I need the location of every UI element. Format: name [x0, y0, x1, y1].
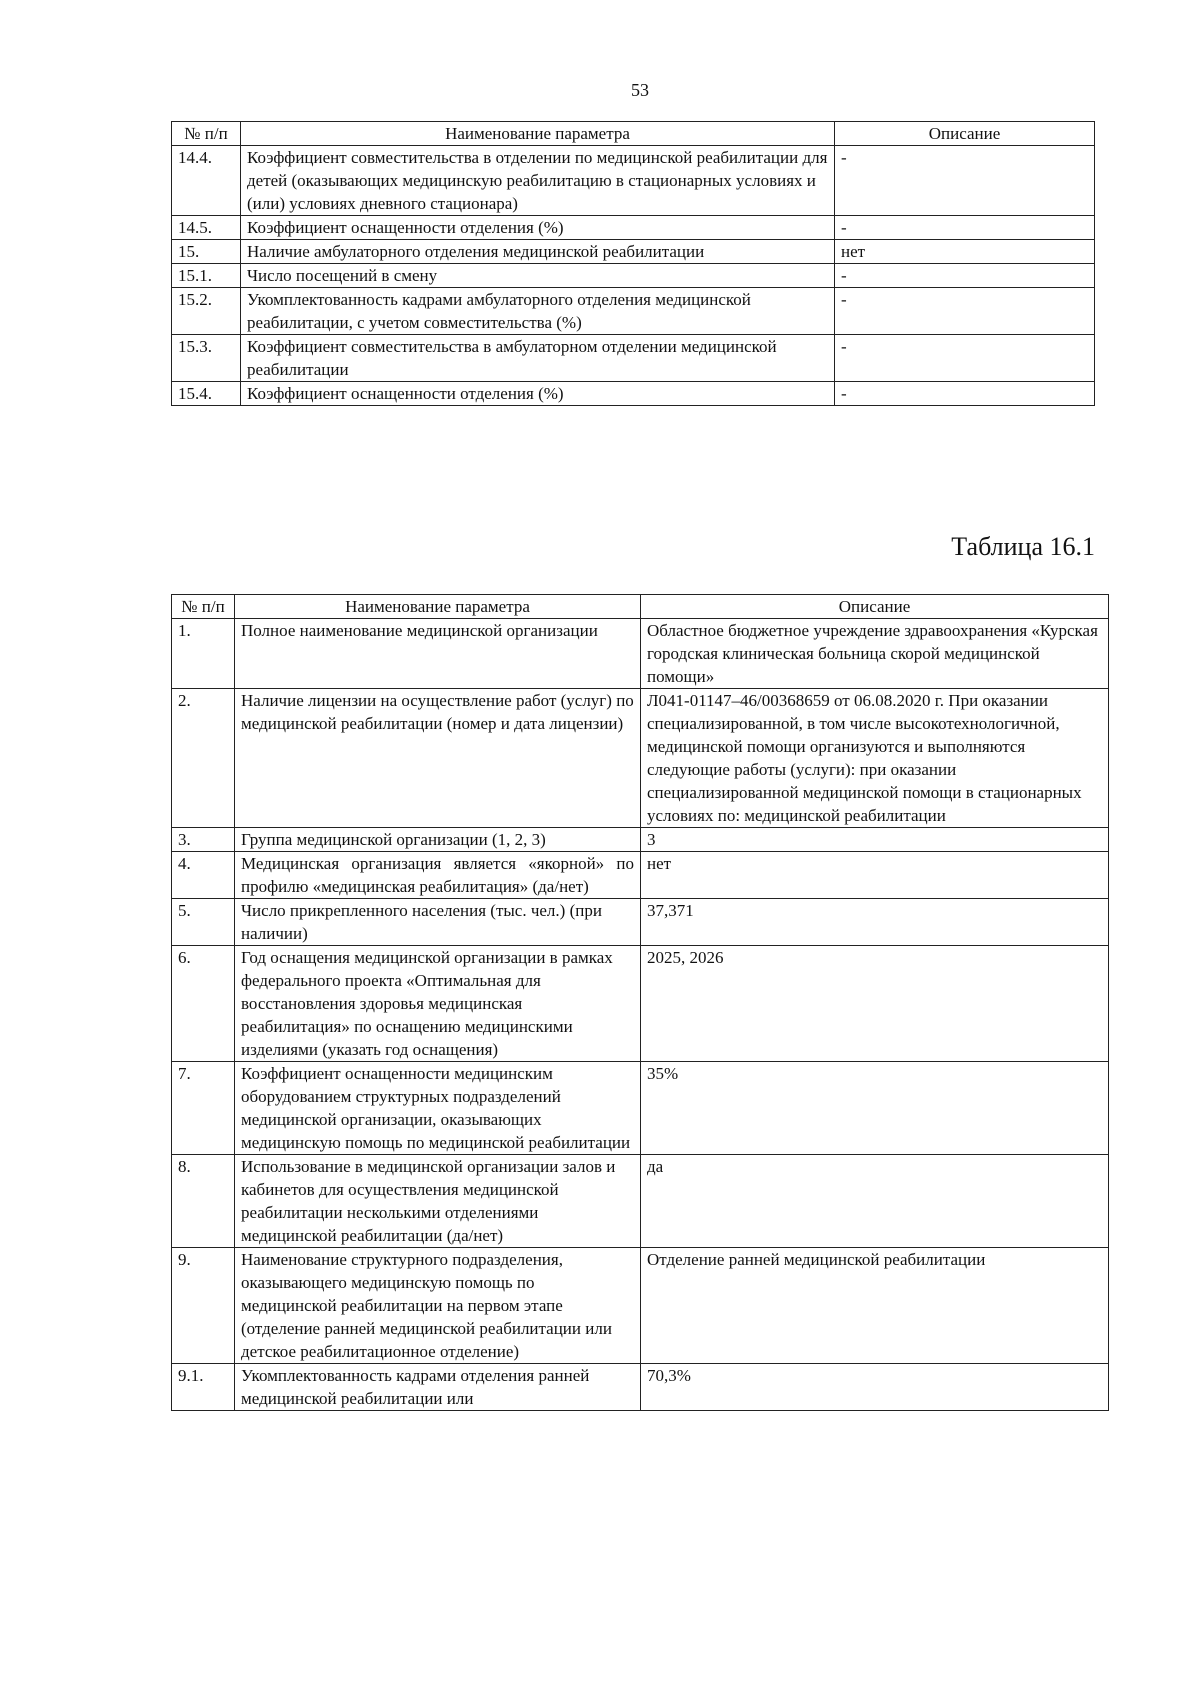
row-description: -: [835, 382, 1095, 406]
row-description: Областное бюджетное учреждение здравоохранения «Курская городская клиническая больница скорой медицинской помощи»: [641, 619, 1109, 689]
parameters-table-16-1: [171, 594, 1109, 1411]
row-parameter-name: Наличие лицензии на осуществление работ (услуг) по медицинской реабилитации (номер и дата лицензии): [235, 689, 641, 828]
table-row: [172, 335, 1095, 382]
row-description: -: [835, 146, 1095, 216]
row-description: да: [641, 1155, 1109, 1248]
row-description: -: [835, 288, 1095, 335]
table-body: [172, 146, 1095, 406]
header-parameter-name: Наименование параметра: [235, 595, 641, 619]
table-row: [172, 1364, 1109, 1411]
table-row: [172, 264, 1095, 288]
row-description: нет: [641, 852, 1109, 899]
row-parameter-name: Медицинская организация является «якорной» по профилю «медицинская реабилитация» (да/нет): [235, 852, 641, 899]
table-row: [172, 946, 1109, 1062]
row-description: нет: [835, 240, 1095, 264]
row-description: 3: [641, 828, 1109, 852]
row-number: 14.4.: [172, 146, 241, 216]
row-number: 15.: [172, 240, 241, 264]
table-row: [172, 828, 1109, 852]
parameters-table-continued: [171, 121, 1095, 406]
row-number: 1.: [172, 619, 235, 689]
row-parameter-name: Число посещений в смену: [241, 264, 835, 288]
row-description: 35%: [641, 1062, 1109, 1155]
table-row: [172, 619, 1109, 689]
row-number: 15.4.: [172, 382, 241, 406]
row-parameter-name: Укомплектованность кадрами амбулаторного отделения медицинской реабилитации, с учетом совместительства (%): [241, 288, 835, 335]
table-row: [172, 288, 1095, 335]
header-parameter-name: Наименование параметра: [241, 122, 835, 146]
row-parameter-name: Год оснащения медицинской организации в рамках федерального проекта «Оптимальная для восстановления здоровья медицинская реабилитация» по оснащению медицинскими изделиями (указать год оснащения): [235, 946, 641, 1062]
table-header-row: [172, 122, 1095, 146]
row-description: -: [835, 264, 1095, 288]
row-description: Отделение ранней медицинской реабилитации: [641, 1248, 1109, 1364]
table-row: [172, 689, 1109, 828]
header-description: Описание: [835, 122, 1095, 146]
row-number: 7.: [172, 1062, 235, 1155]
row-parameter-name: Группа медицинской организации (1, 2, 3): [235, 828, 641, 852]
row-description: 70,3%: [641, 1364, 1109, 1411]
table-caption: Таблица 16.1: [951, 532, 1095, 561]
row-number: 6.: [172, 946, 235, 1062]
header-number: № п/п: [172, 595, 235, 619]
row-description: Л041-01147–46/00368659 от 06.08.2020 г. При оказании специализированной, в том числе высокотехнологичной, медицинской помощи организуются и выполняются следующие работы (услуги): при оказании специализированной медицинской помощи в стационарных условиях по: медицинской реабилитации: [641, 689, 1109, 828]
row-number: 9.: [172, 1248, 235, 1364]
table-row: [172, 899, 1109, 946]
row-description: -: [835, 216, 1095, 240]
row-description: 37,371: [641, 899, 1109, 946]
row-number: 15.1.: [172, 264, 241, 288]
table-row: [172, 1062, 1109, 1155]
row-number: 2.: [172, 689, 235, 828]
table-row: [172, 382, 1095, 406]
row-description: -: [835, 335, 1095, 382]
table-body: [172, 619, 1109, 1411]
table-row: [172, 240, 1095, 264]
table-header-row: [172, 595, 1109, 619]
table-row: [172, 146, 1095, 216]
table-row: [172, 1248, 1109, 1364]
row-parameter-name: Число прикрепленного населения (тыс. чел.) (при наличии): [235, 899, 641, 946]
header-number: № п/п: [172, 122, 241, 146]
row-parameter-name: Полное наименование медицинской организации: [235, 619, 641, 689]
table-row: [172, 852, 1109, 899]
row-number: 15.2.: [172, 288, 241, 335]
table-row: [172, 1155, 1109, 1248]
row-number: 5.: [172, 899, 235, 946]
row-number: 3.: [172, 828, 235, 852]
row-parameter-name: Наименование структурного подразделения, оказывающего медицинскую помощь по медицинской реабилитации на первом этапе (отделение ранней медицинской реабилитации или детское реабилитационное отделение): [235, 1248, 641, 1364]
row-parameter-name: Коэффициент оснащенности медицинским оборудованием структурных подразделений медицинской организации, оказывающих медицинскую помощь по медицинской реабилитации: [235, 1062, 641, 1155]
row-number: 8.: [172, 1155, 235, 1248]
row-parameter-name: Коэффициент совместительства в отделении по медицинской реабилитации для детей (оказывающих медицинскую реабилитацию в стационарных условиях и (или) условиях дневного стационара): [241, 146, 835, 216]
row-parameter-name: Коэффициент совместительства в амбулаторном отделении медицинской реабилитации: [241, 335, 835, 382]
row-parameter-name: Наличие амбулаторного отделения медицинской реабилитации: [241, 240, 835, 264]
page-number: 53: [631, 80, 649, 100]
header-description: Описание: [641, 595, 1109, 619]
table-row: [172, 216, 1095, 240]
row-parameter-name: Коэффициент оснащенности отделения (%): [241, 216, 835, 240]
row-parameter-name: Укомплектованность кадрами отделения ранней медицинской реабилитации или: [235, 1364, 641, 1411]
row-number: 14.5.: [172, 216, 241, 240]
row-parameter-name: Коэффициент оснащенности отделения (%): [241, 382, 835, 406]
row-number: 15.3.: [172, 335, 241, 382]
row-number: 4.: [172, 852, 235, 899]
row-description: 2025, 2026: [641, 946, 1109, 1062]
row-parameter-name: Использование в медицинской организации залов и кабинетов для осуществления медицинской реабилитации несколькими отделениями медицинской реабилитации (да/нет): [235, 1155, 641, 1248]
row-number: 9.1.: [172, 1364, 235, 1411]
